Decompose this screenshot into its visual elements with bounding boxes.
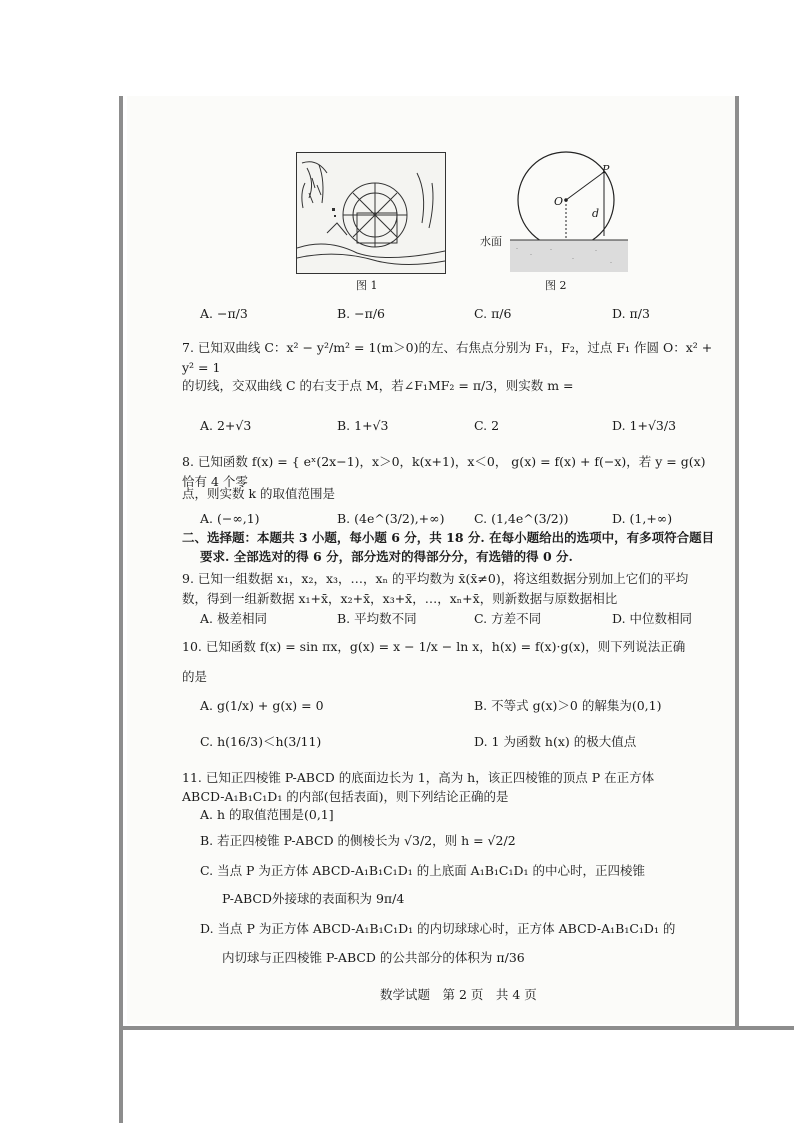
q7-stem-line1: 7. 已知双曲线 C：x² − y²/m² = 1(m＞0)的左、右焦点分别为 F₁，F₂，过点 F₁ 作圆 O：x² + y² = 1 (182, 340, 713, 375)
q6-option-c: C. π/6 (474, 306, 512, 321)
point-o-label: O (554, 195, 564, 208)
figure2-caption: 图 2 (545, 279, 567, 292)
water-wheel-illustration (296, 152, 446, 274)
q11-option-a: A. h 的取值范围是(0,1] (200, 807, 334, 822)
q7-option-a: A. 2+√3 (200, 418, 252, 433)
figure1-caption: 图 1 (356, 279, 378, 292)
q7-option-c: C. 2 (474, 418, 500, 433)
q11-stem-line1: 11. 已知正四棱锥 P-ABCD 的底面边长为 1，高为 h，该正四棱锥的顶点 P 在正方体 (182, 770, 655, 785)
q8-stem-line2: 点，则实数 k 的取值范围是 (182, 486, 336, 501)
q9-option-b: B. 平均数不同 (337, 611, 417, 626)
page-footer: 数学试题 第 2 页 共 4 页 (380, 987, 537, 1002)
q6-option-b: B. −π/6 (337, 306, 385, 321)
q9-option-a: A. 极差相同 (200, 611, 267, 626)
q11-option-c-line1: C. 当点 P 为正方体 ABCD-A₁B₁C₁D₁ 的上底面 A₁B₁C₁D₁ 的中心时，正四棱锥 (200, 863, 645, 878)
q9-option-d: D. 中位数相同 (612, 611, 693, 626)
point-p-label: P (602, 163, 610, 176)
bottom-border (119, 1026, 794, 1030)
q11-option-b: B. 若正四棱锥 P-ABCD 的侧棱长为 √3/2，则 h = √2/2 (200, 833, 516, 848)
q8-stem-line1: 8. 已知函数 f(x) = { eˣ(2x−1)，x＞0，k(x+1)，x＜0， g(x) = f(x) + f(−x)，若 y = g(x) 恰有 4 个零 (182, 454, 706, 489)
q11-option-d-line1: D. 当点 P 为正方体 ABCD-A₁B₁C₁D₁ 的内切球球心时，正方体 ABCD-A₁B₁C₁D₁ 的 (200, 921, 676, 936)
q11-option-d-line2: 内切球与正四棱锥 P-ABCD 的公共部分的体积为 π/36 (222, 950, 525, 965)
circle-diagram (480, 150, 630, 275)
q10-stem-line1: 10. 已知函数 f(x) = sin πx，g(x) = x − 1/x − ln x，h(x) = f(x)·g(x)，则下列说法正确 (182, 639, 686, 654)
left-border (119, 96, 123, 1123)
q10-option-a: A. g(1/x) + g(x) = 0 (200, 698, 324, 713)
q9-stem-line2: 数，得到一组新数据 x₁+x̄，x₂+x̄，x₃+x̄，…，xₙ+x̄，则新数据与原数据相比 (182, 591, 618, 606)
q7-stem-line2: 的切线，交双曲线 C 的右支于点 M，若∠F₁MF₂ = π/3，则实数 m = (182, 378, 574, 393)
q6-option-a: A. −π/3 (200, 306, 248, 321)
q8-option-a: A. (−∞,1) (200, 511, 260, 526)
q10-option-b: B. 不等式 g(x)＞0 的解集为(0,1) (474, 698, 662, 713)
q10-option-c: C. h(16/3)＜h(3/11) (200, 734, 322, 749)
water-surface-label: 水面 (480, 235, 502, 248)
q8-option-c: C. (1,4e^(3/2)) (474, 511, 569, 526)
q9-stem-line1: 9. 已知一组数据 x₁，x₂，x₃，…，xₙ 的平均数为 x̄(x̄≠0)，将这组数据分别加上它们的平均 (182, 571, 689, 586)
q6-option-d: D. π/3 (612, 306, 650, 321)
d-label: d (592, 207, 600, 220)
q7-option-b: B. 1+√3 (337, 418, 389, 433)
q10-option-d: D. 1 为函数 h(x) 的极大值点 (474, 734, 637, 749)
section2-header-line1: 二、选择题：本题共 3 小题，每小题 6 分，共 18 分. 在每小题给出的选项中，有多项符合题目 (182, 530, 715, 545)
q11-stem-line2: ABCD-A₁B₁C₁D₁ 的内部(包括表面)，则下列结论正确的是 (182, 789, 509, 804)
section2-header-line2: 要求. 全部选对的得 6 分，部分选对的得部分分，有选错的得 0 分. (200, 549, 573, 564)
q8-option-b: B. (4e^(3/2),+∞) (337, 511, 445, 526)
q10-stem-line2: 的是 (182, 669, 208, 684)
q7-option-d: D. 1+√3/3 (612, 418, 677, 433)
q8-option-d: D. (1,+∞) (612, 511, 673, 526)
q9-option-c: C. 方差不同 (474, 611, 542, 626)
q11-option-c-line2: P-ABCD外接球的表面积为 9π/4 (222, 891, 405, 906)
